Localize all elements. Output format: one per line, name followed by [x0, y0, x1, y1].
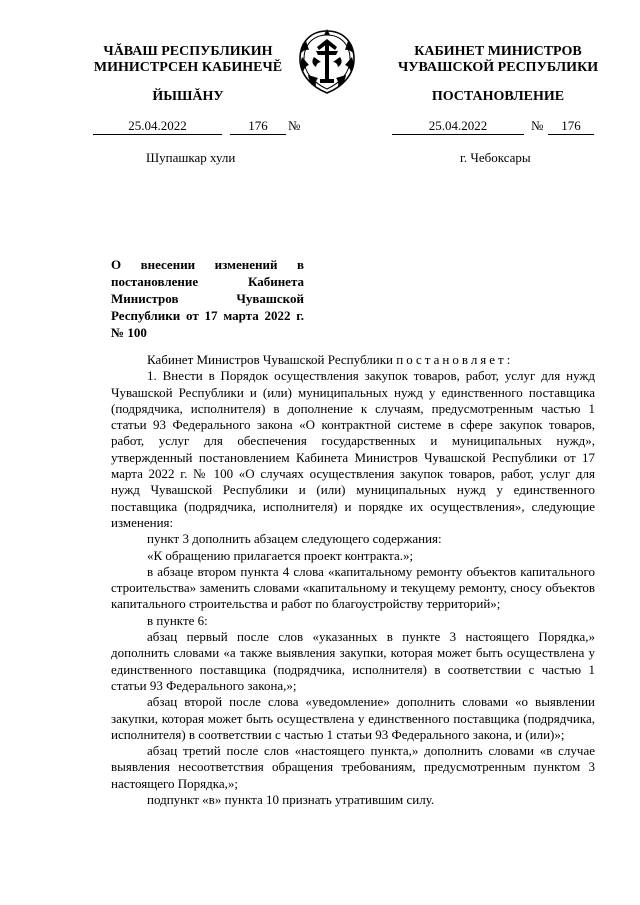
- body-paragraph: абзац первый после слов «указанных в пункте 3 настоящего Порядка,» дополнить словами «а также выявления закупки, которая может быть осуществлена у единственного поставщика (подрядчика, исполнителя) в соответствии с частью 1 статьи 93 Федерального закона,»;: [111, 629, 595, 693]
- document-body: [111, 352, 595, 808]
- body-paragraph: подпункт «в» пункта 10 признать утратившим силу.: [147, 792, 435, 808]
- header-left-line1: ЧĂВАШ РЕСПУБЛИКИН: [103, 44, 273, 59]
- header-right-no-sign: №: [531, 118, 544, 133]
- body-paragraph: пункт 3 дополнить абзацем следующего содержания:: [147, 531, 442, 547]
- body-paragraph: «К обращению прилагается проект контракта.»;: [147, 547, 414, 563]
- header-right-line2: ЧУВАШСКОЙ РЕСПУБЛИКИ: [398, 60, 599, 75]
- body-paragraph: в абзаце втором пункта 4 слова «капитальному ремонту объектов капитального строительства» заменить словами «капитальному и текущему ремонту, сносу объектов капитального строительства и работ по благоустройству территорий»;: [111, 563, 595, 612]
- intro-text: Кабинет Министров Чувашской Республики: [147, 352, 397, 367]
- header-left-line2: МИНИСТРСЕН КАБИНЕЧĔ: [93, 60, 283, 75]
- body-paragraph: абзац третий после слов «настоящего пункта,» дополнить словами «в случае выявления несоответствия обращения требованиям, предусмотренным пунктом 3 настоящего Порядка,»;: [111, 743, 595, 791]
- header-left-city: Шупашкар хули: [146, 150, 236, 165]
- header-right-date: 25.04.2022: [392, 118, 524, 135]
- header-right-line1: КАБИНЕТ МИНИСТРОВ: [414, 44, 582, 59]
- header-right-doc-type: ПОСТАНОВЛЕНИЕ: [431, 89, 565, 104]
- header-right-city: г. Чебоксары: [460, 150, 531, 165]
- header-left-no-sign: №: [288, 118, 301, 133]
- body-paragraph: 1. Внести в Порядок осуществления закупок товаров, работ, услуг для нужд Чувашской Республики и (или) муниципальных нужд у единственного поставщика (подрядчика, исполнителя) в дополнение к случаям, предусмотренным частью 1 статьи 93 Федерального закона «О контрактной системе в сфере закупок товаров, работ, услуг для обеспечения государственных и муниципальных нужд», утвержденный постановлением Кабинета Министров Чувашской Республики от 17 марта 2022 г. № 100 «О случаях осуществления закупок товаров, работ, услуг для нужд Чувашской Республики и (или) муниципальных нужд у единственного поставщика (подрядчика, исполнителя) и порядке их осуществления», следующие изменения:: [111, 368, 595, 530]
- document-title: О внесении изменений в постановление Кабинета Министров Чувашской Республики от 17 марта 2022 г. № 100: [111, 257, 304, 340]
- intro-paragraph: [111, 352, 595, 368]
- body-paragraph: абзац второй после слова «уведомление» дополнить словами «о выявлении закупки, которая может быть осуществлена у единственного поставщика (подрядчика, исполнителя) в соответствии с частью 1 статьи 93 Федерального закона, и (или)»;: [111, 694, 595, 742]
- header-right-number: 176: [548, 118, 594, 135]
- coat-of-arms-icon: [296, 27, 358, 97]
- header-left-doc-type: ЙЫШĂНУ: [152, 89, 224, 104]
- intro-resolves: постановляет:: [396, 352, 514, 367]
- header-left-number: 176: [230, 118, 286, 135]
- header-left-date: 25.04.2022: [93, 118, 222, 135]
- body-paragraph: в пункте 6:: [147, 612, 208, 628]
